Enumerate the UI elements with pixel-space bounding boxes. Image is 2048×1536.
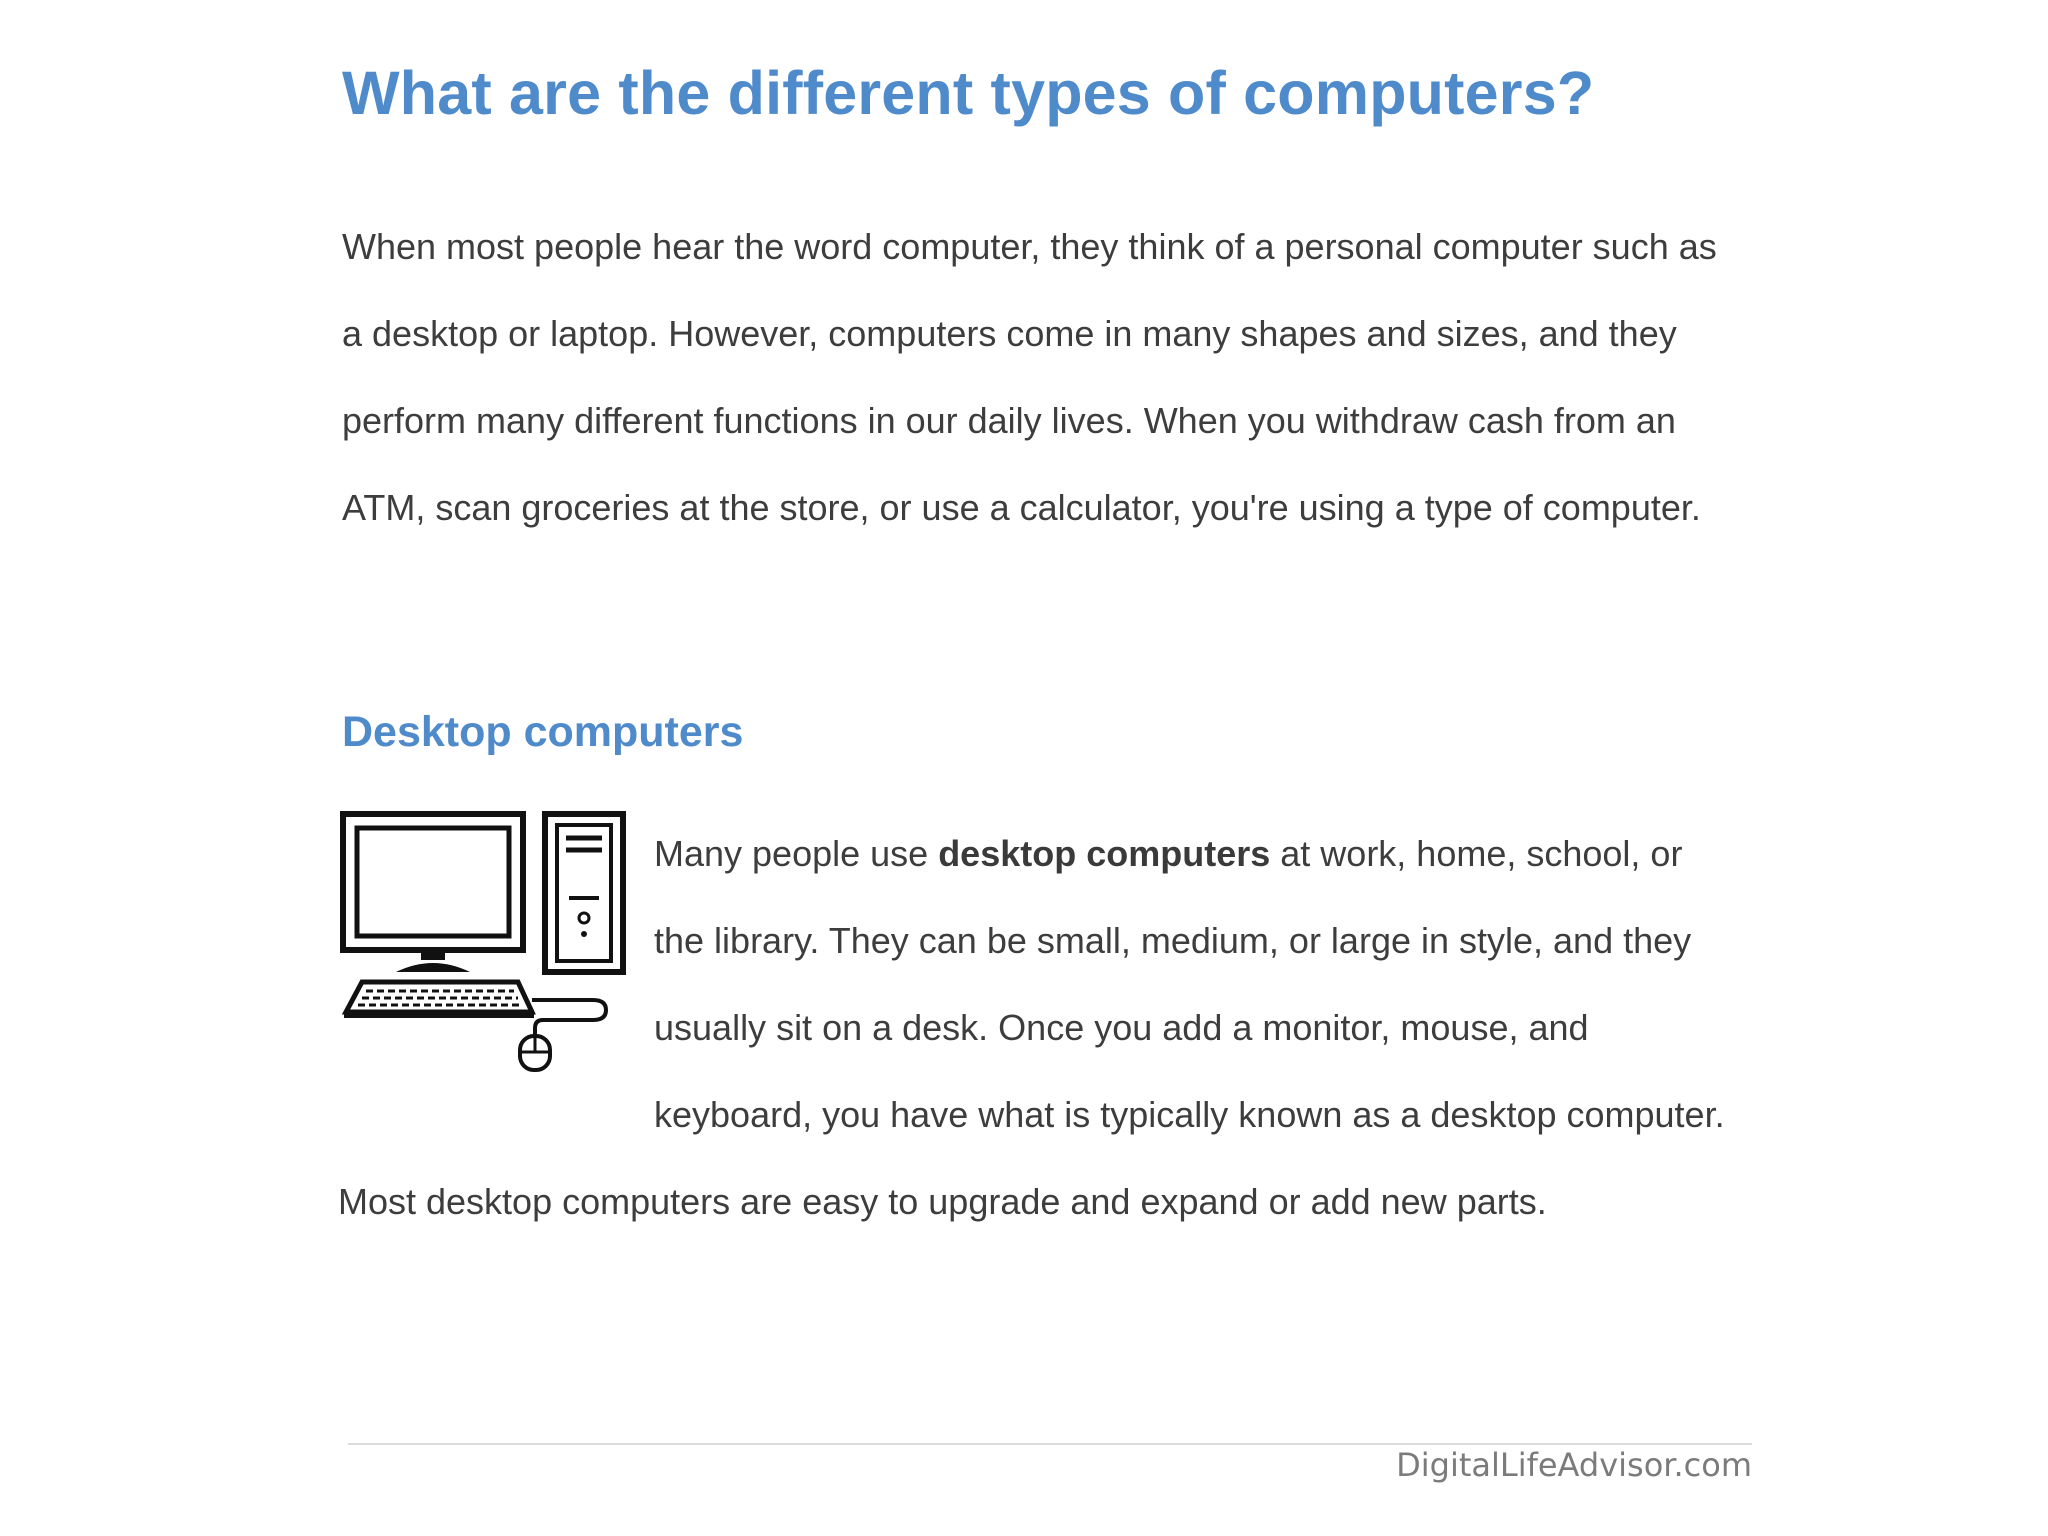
page-title: What are the different types of computers?: [342, 59, 1595, 127]
intro-paragraph: When most people hear the word computer, they think of a personal computer such as a desktop or laptop. However, computers come in many shapes and sizes, and they perform many different functions in our daily lives. When you withdraw cash from an ATM, scan groceries at the store, or use a calculator, you're using a type of computer.: [342, 226, 1717, 528]
article: [338, 0, 1762, 1536]
section-text-rest: at work, home, school, or the library. They can be small, medium, or large in style, and they usually sit on a desk. Once you add a monitor, mouse, and keyboard, you have what is typically known as a desktop computer. Most desktop computers are easy to upgrade and expand or add new parts.: [338, 833, 1725, 1222]
footer-brand: DigitalLifeAdvisor.com: [1396, 1446, 1752, 1484]
section-text-start: Many people use: [654, 833, 939, 874]
desktop-computer-icon: [338, 810, 628, 1072]
footer-divider: [348, 1443, 1752, 1445]
desktop-computers-term: desktop computers: [938, 833, 1271, 874]
section-heading: Desktop computers: [342, 708, 744, 756]
section-paragraph: [338, 810, 1738, 1245]
